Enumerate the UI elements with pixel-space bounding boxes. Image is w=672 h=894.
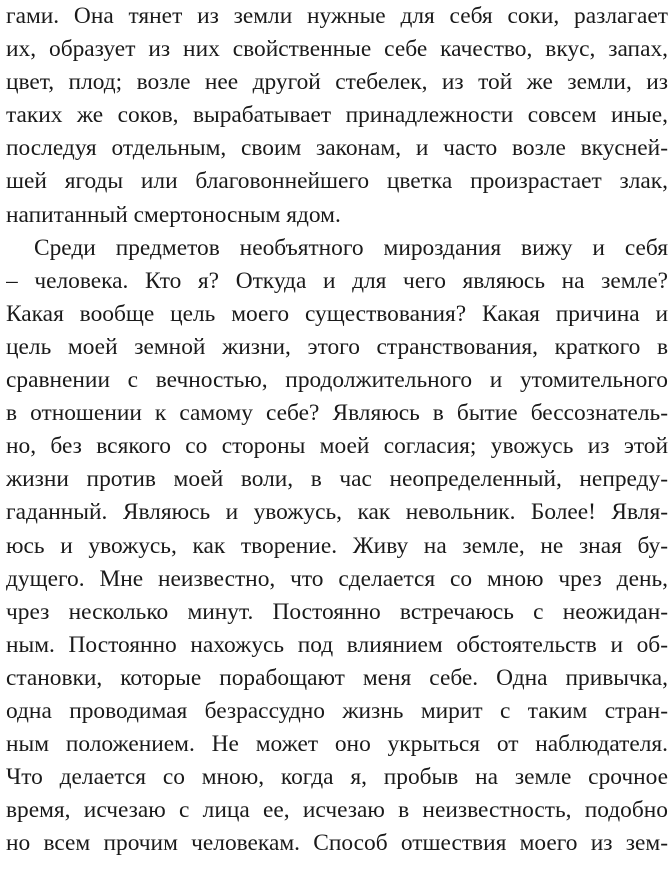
text-line: последуя отдельным, своим законам, и часто возле вкусней- xyxy=(6,135,668,162)
text-line: время, исчезаю с лица ее, исчезаю в неизвестность, подобно xyxy=(6,797,668,824)
text-line: таких же соков, вырабатывает принадлежности совсем иные, xyxy=(6,102,668,129)
text-line: жизни против моей воли, в час неопределенный, непреду- xyxy=(6,466,668,493)
text-line: Среди предметов необъятного мироздания вижу и себя xyxy=(34,234,668,261)
text-line: чрез несколько минут. Постоянно встречаюсь с неожидан- xyxy=(6,598,668,625)
text-line: Какая вообще цель моего существования? Какая причина и xyxy=(6,300,668,327)
text-line xyxy=(6,860,668,893)
text-line: гами. Она тянет из земли нужные для себя соки, разлагает xyxy=(6,3,668,29)
text-line: цель моей земной жизни, этого странствования, краткого в xyxy=(6,333,668,360)
text-line: но, без всякого со стороны моей согласия; увожусь из этой xyxy=(6,433,668,460)
text-line: – человека. Кто я? Откуда и для чего являюсь на земле? xyxy=(6,267,668,294)
text-line: Что делается со мною, когда я, пробыв на земле срочное xyxy=(6,764,668,791)
text-line: одна проводимая безрассудно жизнь мирит с таким стран- xyxy=(6,697,668,724)
text-line: ным положением. Не может оно укрыться от наблюдателя. xyxy=(6,731,668,758)
text-line: ным. Постоянно нахожусь под влиянием обстоятельств и об- xyxy=(6,631,668,658)
text-line: цвет, плод; возле нее другой стебелек, из той же земли, из xyxy=(6,69,668,96)
text-line: но всем прочим человекам. Способ отшествия моего из зем- xyxy=(6,830,668,857)
text-line: дущего. Мне неизвестно, что сделается со мною чрез день, xyxy=(6,565,668,592)
text-line: напитанный смертоносным ядом. xyxy=(6,201,341,228)
text-line: шей ягоды или благовоннейшего цветка произрастает злак, xyxy=(6,168,668,195)
text-line: становки, которые порабощают меня себе. Одна привычка, xyxy=(6,664,668,691)
book-page xyxy=(6,0,668,894)
text-line: сравнении с вечностью, продолжительного и утомительного xyxy=(6,367,668,394)
text-line: юсь и увожусь, как творение. Живу на земле, не зная бу- xyxy=(6,532,668,559)
text-line: их, образует из них свойственные себе качество, вкус, запах, xyxy=(6,36,668,63)
text-line: в отношении к самому себе? Являюсь в бытие бессознатель- xyxy=(6,400,668,427)
paragraph-1 xyxy=(6,0,668,232)
paragraph-2 xyxy=(6,232,668,894)
text-line: гаданный. Являюсь и увожусь, как невольник. Более! Явля- xyxy=(6,499,668,526)
